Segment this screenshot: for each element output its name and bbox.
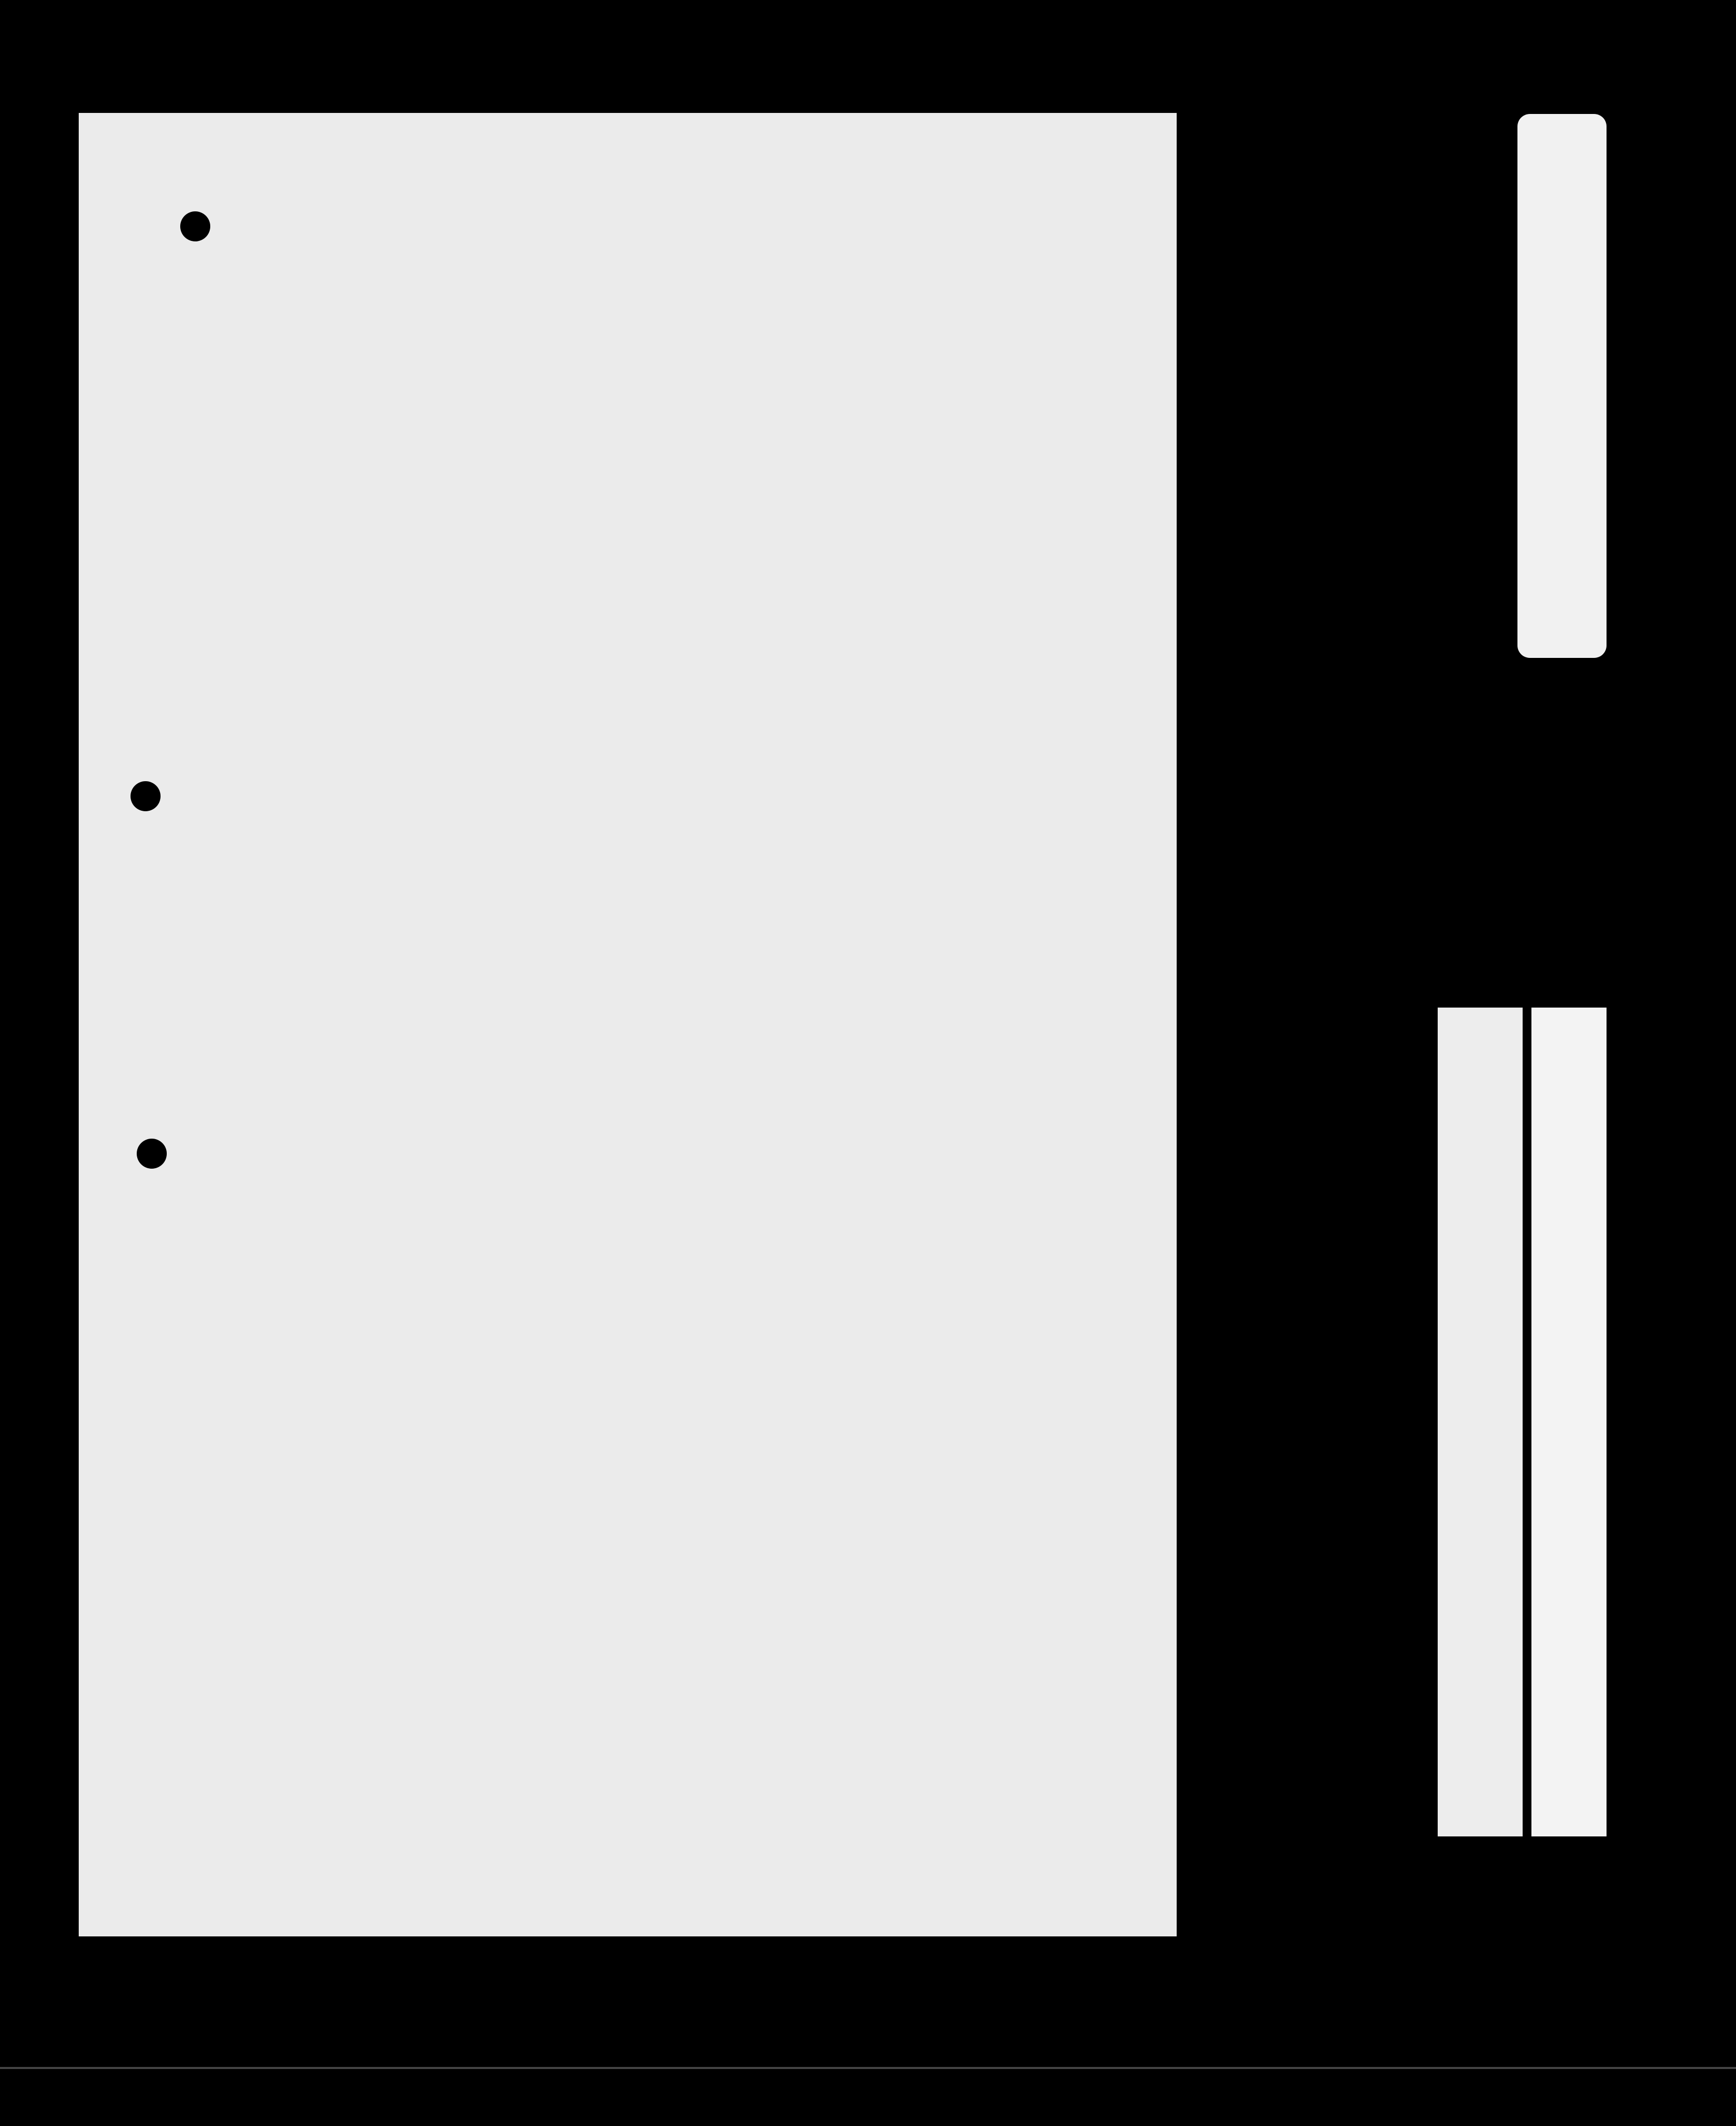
punch-hole [131, 781, 161, 811]
film-edge [0, 2067, 1736, 2069]
punch-hole [137, 1139, 167, 1169]
archive-label-nac [1531, 1008, 1607, 1836]
archive-label-defence [1438, 1008, 1523, 1836]
punch-hole [180, 211, 210, 241]
document-page [79, 113, 1177, 1936]
frame-number-strip [1517, 114, 1607, 658]
